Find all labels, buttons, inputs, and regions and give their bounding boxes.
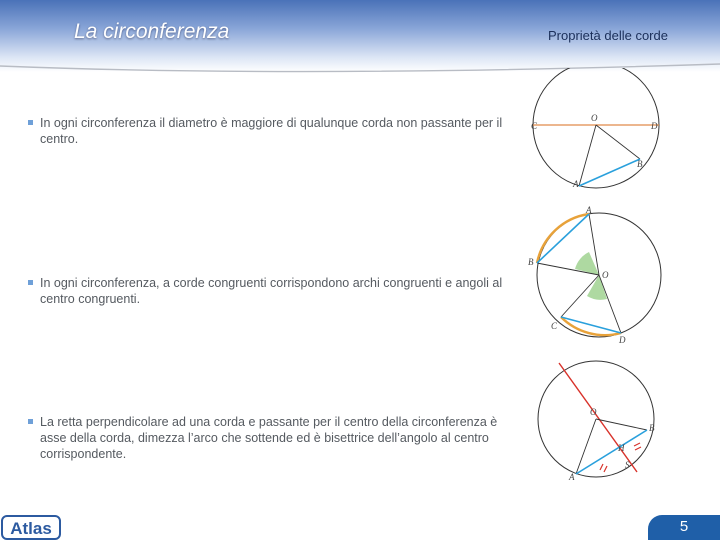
bullet-marker bbox=[28, 419, 33, 424]
congruent-chords-figure bbox=[525, 205, 675, 345]
chord-ab bbox=[537, 214, 589, 263]
label-o: O bbox=[590, 407, 597, 417]
chord-line bbox=[579, 159, 640, 186]
label-c: C bbox=[551, 321, 558, 331]
label-a: A bbox=[569, 472, 575, 482]
logo-text: Atlas bbox=[10, 519, 52, 538]
label-a: A bbox=[586, 205, 592, 215]
page-number: 5 bbox=[679, 518, 689, 535]
label-s: S bbox=[625, 460, 630, 470]
label-b: B bbox=[637, 159, 643, 169]
label-h: H bbox=[618, 443, 625, 453]
bullet-item bbox=[28, 414, 518, 462]
label-o: O bbox=[591, 113, 598, 123]
perpendicular-line bbox=[559, 363, 637, 472]
bullet-item bbox=[28, 115, 518, 147]
label-d: D bbox=[619, 335, 626, 345]
bullet-item bbox=[28, 275, 518, 307]
label-b: B bbox=[528, 257, 534, 267]
atlas-logo bbox=[0, 515, 62, 540]
diameter-chord-figure bbox=[525, 68, 675, 193]
bullet-text: In ogni circonferenza, a corde congruenti corrispondono archi congruenti e angoli al centro congruenti. bbox=[40, 276, 503, 306]
bullet-marker bbox=[28, 120, 33, 125]
label-d: D bbox=[651, 121, 658, 131]
bullet-text: In ogni circonferenza il diametro è maggiore di qualunque corda non passante per il centro. bbox=[40, 116, 503, 146]
label-o: O bbox=[602, 270, 609, 280]
label-a: A bbox=[573, 179, 579, 189]
bullet-text: La retta perpendicolare ad una corda e passante per il centro della circonferenza è asse della corda, dimezza l’arco che sottende ed è bisettrice dell’angolo al centro corrispondente. bbox=[40, 415, 498, 461]
slide-title: La circonferenza bbox=[74, 20, 230, 43]
slide-subtitle: Proprietà delle corde bbox=[548, 28, 668, 43]
label-c: C bbox=[531, 121, 538, 131]
label-b: B bbox=[649, 423, 655, 433]
page-number-box bbox=[648, 515, 720, 540]
perpendicular-bisector-figure bbox=[525, 360, 675, 485]
bullet-marker bbox=[28, 280, 33, 285]
